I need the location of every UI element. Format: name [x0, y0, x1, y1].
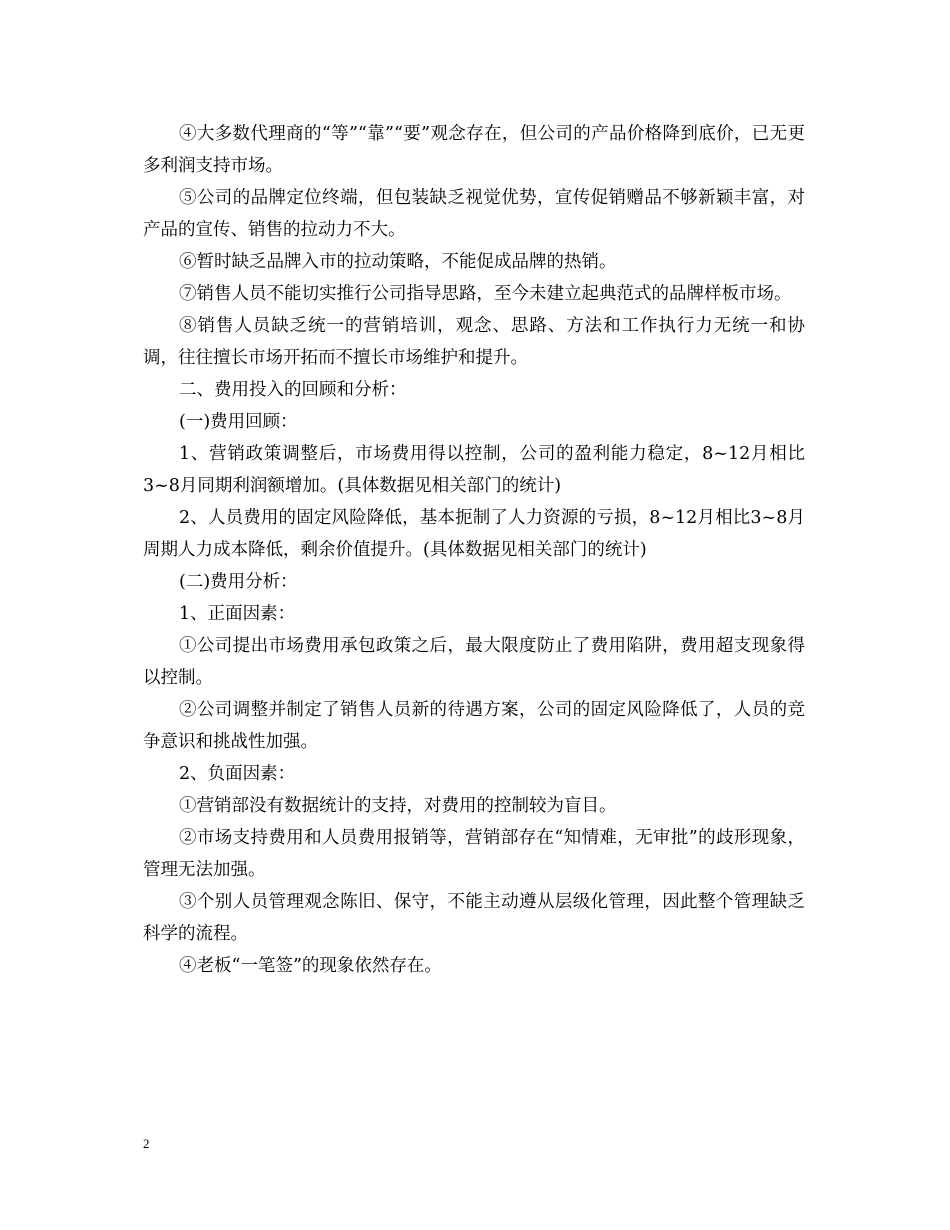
- paragraph-agent-mindset: ④大多数代理商的“等”“靠”“要”观念存在，但公司的产品价格降到底价，已无更多利润支持市场。: [143, 124, 805, 176]
- paragraph-negative-1: ①营销部没有数据统计的支持，对费用的控制较为盲目。: [179, 796, 617, 816]
- heading-negative-factors: 2、负面因素：: [179, 764, 296, 784]
- page-number: 2: [143, 1136, 150, 1151]
- paragraph-negative-2: ②市场支持费用和人员费用报销等，营销部存在“知情难，无审批”的歧形现象，管理无法加强。: [143, 828, 805, 880]
- paragraph-marketing-policy: 1、营销政策调整后，市场费用得以控制，公司的盈利能力稳定，8~12月相比3~8月同期利润额增加。(具体数据见相关部门的统计): [143, 444, 805, 496]
- paragraph-sales-training: ⑧销售人员缺乏统一的营销培训，观念、思路、方法和工作执行力无统一和协调，往往擅长市场开拓而不擅长市场维护和提升。: [143, 316, 805, 368]
- paragraph-negative-4: ④老板“一笔签”的现象依然存在。: [179, 956, 442, 976]
- paragraph-brand-strategy: ⑥暂时缺乏品牌入市的拉动策略，不能促成品牌的热销。: [179, 252, 617, 272]
- paragraph-sales-guidance: ⑦销售人员不能切实推行公司指导思路，至今未建立起典范式的品牌样板市场。: [179, 284, 792, 304]
- paragraph-positive-1: ①公司提出市场费用承包政策之后，最大限度防止了费用陷阱，费用超支现象得以控制。: [143, 636, 805, 688]
- section-heading-cost-review: 二、费用投入的回顾和分析：: [179, 380, 407, 400]
- document-body: [143, 118, 805, 982]
- paragraph-negative-3: ③个别人员管理观念陈旧、保守，不能主动遵从层级化管理，因此整个管理缺乏科学的流程。: [143, 892, 805, 944]
- paragraph-positive-2: ②公司调整并制定了销售人员新的待遇方案，公司的固定风险降低了，人员的竞争意识和挑战性加强。: [143, 700, 805, 752]
- subsection-heading-cost-review: (一)费用回顾：: [179, 412, 298, 432]
- paragraph-personnel-cost: 2、人员费用的固定风险降低，基本扼制了人力资源的亏损，8~12月相比3~8月周期人力成本降低，剩余价值提升。(具体数据见相关部门的统计): [143, 508, 805, 560]
- subsection-heading-cost-analysis: (二)费用分析：: [179, 572, 298, 592]
- paragraph-brand-packaging: ⑤公司的品牌定位终端，但包装缺乏视觉优势，宣传促销赠品不够新颖丰富，对产品的宣传、销售的拉动力不大。: [143, 188, 805, 240]
- heading-positive-factors: 1、正面因素：: [179, 604, 296, 624]
